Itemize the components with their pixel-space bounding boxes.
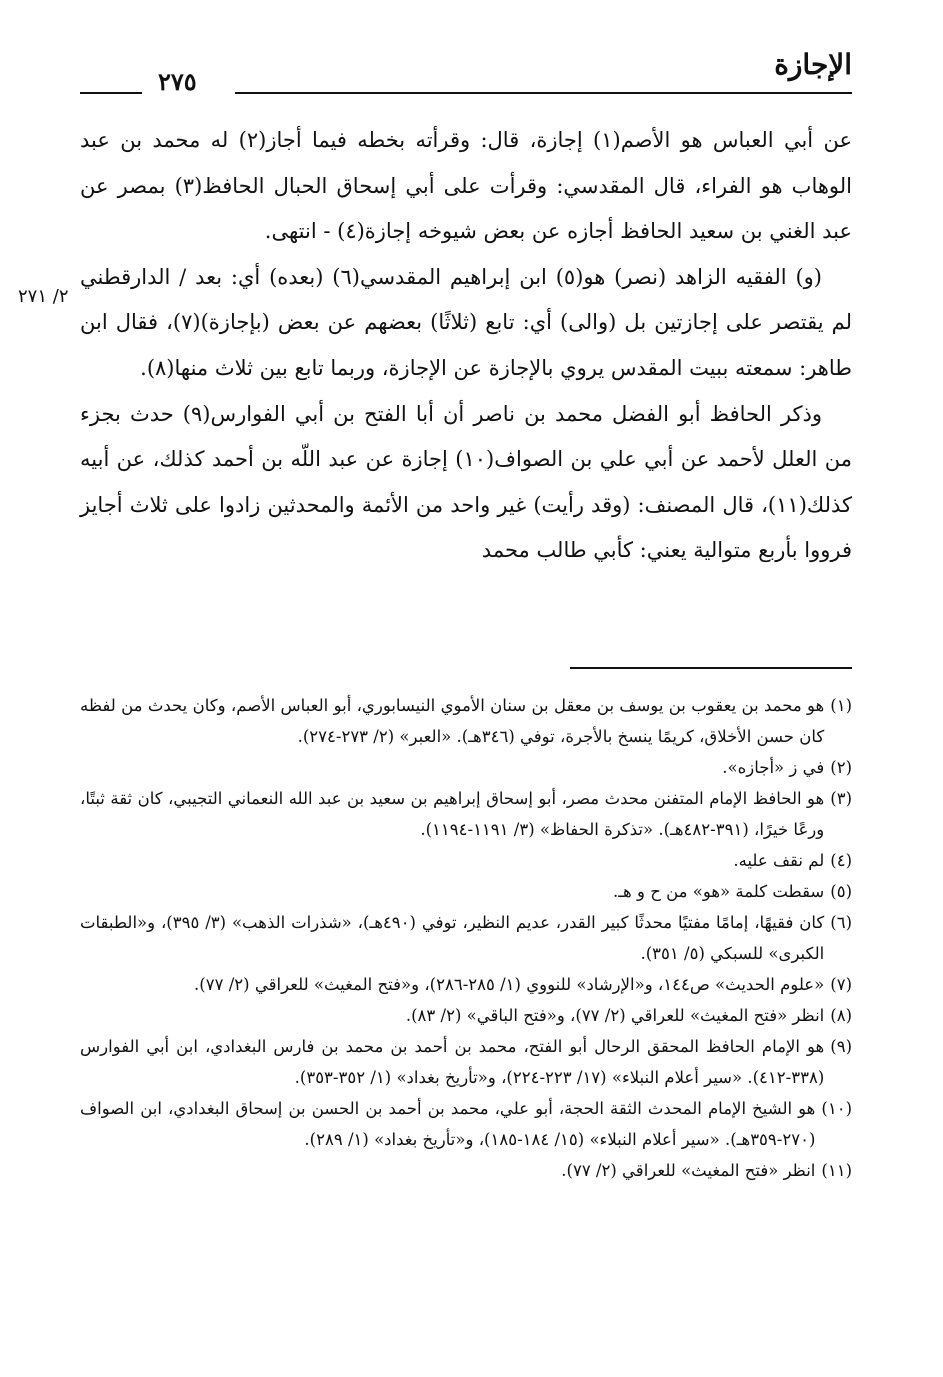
footnote-text: سقطت كلمة «هو» من ح و هـ.	[612, 882, 825, 901]
footnote-text: هو الشيخ الإمام المحدث الثقة الحجة، أبو علي، محمد بن أحمد بن الحسن بن إسحاق البغدادي، ابن الصواف (٢٧٠-٣٥٩هـ). «سير أعلام النبلاء» (١٥/ ١٨٤-١٨٥)، و«تأريخ بغداد» (١/ ٢٨٩).	[80, 1099, 816, 1149]
page-number: ٢٧٥	[158, 67, 197, 96]
paragraph-2: (و) الفقيه الزاهد (نصر) هو(٥) ابن إبراهيم المقدسي(٦) (بعده) أي: بعد / الدارقطني لم يقتصر على إجازتين بل (والى) أي: تابع (ثلاثًا) بعضهم عن بعض (بإجازة)(٧)، فقال ابن طاهر: سمعته ببيت المقدس يروي بالإجازة عن الإجازة، وربما تابع بين ثلاث منها(٨).	[80, 264, 852, 380]
footnote-text: في ز «أجازه».	[722, 758, 825, 777]
footnote-text: كان فقيهًا، إمامًا مفتيًا محدثًا كبير القدر، عديم النظير، توفي (٤٩٠هـ)، «شذرات الذهب» (٣/ ٣٩٥)، و«الطبقات الكبرى» للسبكي (٥/ ٣٥١).	[80, 913, 825, 963]
footnote-2	[80, 752, 852, 783]
footnote-text: هو محمد بن يعقوب بن يوسف بن معقل بن سنان الأموي النيسابوري، أبو العباس الأصم، وكان يحدث من لفظه كان حسن الأخلاق، كريمًا ينسخ بالأجرة، توفي (٣٤٦هـ). «العبر» (٢/ ٢٧٣-٢٧٤).	[80, 696, 825, 746]
margin-reference: ٢/ ٢٧١	[18, 286, 69, 307]
footnote-3	[80, 783, 852, 845]
footnote-text: انظر «فتح المغيث» للعراقي (٢/ ٧٧).	[561, 1161, 816, 1180]
footnote-10	[80, 1093, 852, 1155]
footnote-number: (٨)	[830, 1006, 852, 1025]
header-rule	[235, 92, 852, 94]
footnote-number: (٥)	[830, 882, 852, 901]
header-rule-left	[80, 92, 142, 94]
footnote-separator	[570, 667, 852, 669]
footnote-11	[80, 1155, 852, 1186]
footnote-text: هو الإمام الحافظ المحقق الرحال أبو الفتح، محمد بن أحمد بن محمد بن فارس البغدادي، ابن أبي الفوارس (٣٣٨-٤١٢). «سير أعلام النبلاء» (١٧/ ٢٢٣-٢٢٤)، و«تأريخ بغداد» (١/ ٣٥٢-٣٥٣).	[80, 1037, 825, 1087]
footnote-number: (٩)	[830, 1037, 852, 1056]
footnote-number: (٢)	[830, 758, 852, 777]
footnote-text: «علوم الحديث» ص١٤٤، و«الإرشاد» للنووي (١/ ٢٨٥-٢٨٦)، و«فتح المغيث» للعراقي (٢/ ٧٧).	[194, 975, 825, 994]
footnote-1	[80, 690, 852, 752]
footnote-number: (٤)	[830, 851, 852, 870]
footnote-8	[80, 1000, 852, 1031]
footnote-9	[80, 1031, 852, 1093]
footnote-number: (٣)	[830, 789, 852, 808]
footnote-text: لم نقف عليه.	[733, 851, 825, 870]
footnote-5	[80, 876, 852, 907]
footnote-4	[80, 845, 852, 876]
paragraph-3: وذكر الحافظ أبو الفضل محمد بن ناصر أن أبا الفتح بن أبي الفوارس(٩) حدث بجزء من العلل لأحمد عن أبي علي بن الصواف(١٠) إجازة عن عبد اللّه بن أحمد كذلك، عن أبيه كذلك(١١)، قال المصنف: (وقد رأيت) غير واحد من الأئمة والمحدثين زادوا على ثلاث أجايز فرووا بأربع متوالية يعني: كأبي طالب محمد	[80, 401, 852, 563]
footnotes	[80, 690, 852, 1186]
footnote-7	[80, 969, 852, 1000]
footnote-text: هو الحافظ الإمام المتفنن محدث مصر، أبو إسحاق إبراهيم بن سعيد بن عبد الله النعماني التجيبي، كان ثقة ثبتًا، ورعًا خيرًا، (٣٩١-٤٨٢هـ). «تذكرة الحفاظ» (٣/ ١١٩١-١١٩٤).	[80, 789, 825, 839]
footnote-number: (٧)	[830, 975, 852, 994]
footnote-number: (٦)	[830, 913, 852, 932]
paragraph-1: عن أبي العباس هو الأصم(١) إجازة، قال: وقرأته بخطه فيما أجاز(٢) له محمد بن عبد الوهاب هو الفراء، قال المقدسي: وقرأت على أبي إسحاق الحبال الحافظ(٣) بمصر عن عبد الغني بن سعيد الحافظ أجازه عن بعض شيوخه إجازة(٤) - انتهى.	[80, 128, 852, 244]
footnote-number: (١١)	[821, 1161, 852, 1180]
footnote-6	[80, 907, 852, 969]
main-text	[80, 118, 852, 574]
footnote-text: انظر «فتح المغيث» للعراقي (٢/ ٧٧)، و«فتح الباقي» (٢/ ٨٣).	[405, 1006, 825, 1025]
page-header	[80, 40, 852, 100]
chapter-title: الإجازة	[774, 48, 852, 81]
footnote-number: (١)	[830, 696, 852, 715]
footnote-number: (١٠)	[821, 1099, 852, 1118]
